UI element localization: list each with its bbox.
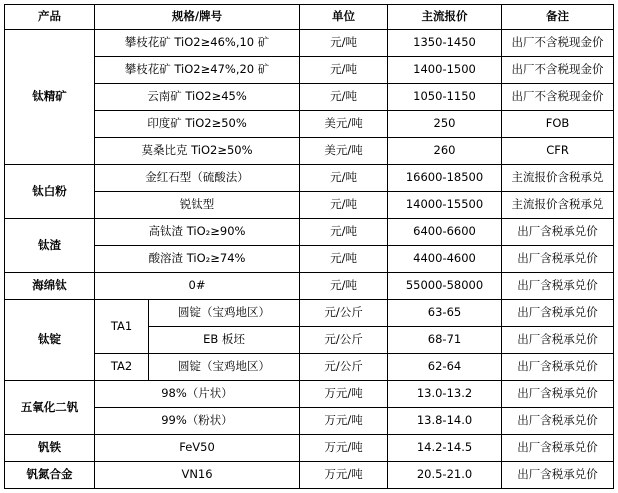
spec-cell: 莫桑比克 TiO2≥50% [95,138,300,165]
table-row [5,57,614,84]
remark-cell: FOB [502,111,614,138]
product-group-cell: 钛渣 [5,219,95,273]
product-group-cell: 钒氮合金 [5,462,95,489]
spec-cell: 锐钛型 [95,192,300,219]
table-row [5,84,614,111]
table-row [5,192,614,219]
remark-cell: 出厂含税承兑价 [502,381,614,408]
remark-cell: 出厂含税承兑价 [502,408,614,435]
spec-cell: 云南矿 TiO2≥45% [95,84,300,111]
remark-cell: 出厂含税承兑价 [502,327,614,354]
price-cell: 14.2-14.5 [388,435,502,462]
price-cell: 62-64 [388,354,502,381]
spec-cell: VN16 [95,462,300,489]
unit-cell: 元/吨 [300,192,388,219]
product-group-cell: 钛锭 [5,300,95,381]
spec-cell: 酸溶渣 TiO₂≥74% [95,246,300,273]
product-group-cell: 五氧化二钒 [5,381,95,435]
spec-cell: 98%（片状） [95,381,300,408]
remark-cell: 出厂含税承兑价 [502,462,614,489]
remark-cell: 出厂不含税现金价 [502,30,614,57]
grade-cell: TA2 [95,354,149,381]
spec-cell: 0# [95,273,300,300]
product-group-cell: 钛白粉 [5,165,95,219]
price-cell: 68-71 [388,327,502,354]
unit-cell: 元/公斤 [300,354,388,381]
table-row [5,219,614,246]
price-cell: 13.8-14.0 [388,408,502,435]
remark-cell: 出厂含税承兑价 [502,300,614,327]
remark-cell: 出厂不含税现金价 [502,84,614,111]
table-header-row [5,5,614,30]
table-row [5,138,614,165]
price-cell: 1050-1150 [388,84,502,111]
price-cell: 4400-4600 [388,246,502,273]
remark-cell: 出厂含税承兑价 [502,246,614,273]
spec-cell: 圆锭（宝鸡地区） [149,354,300,381]
unit-cell: 元/吨 [300,246,388,273]
header-remark: 备注 [502,5,614,30]
table-row [5,462,614,489]
remark-cell: 出厂含税承兑价 [502,219,614,246]
remark-cell: CFR [502,138,614,165]
table-row [5,435,614,462]
spec-cell: EB 板坯 [149,327,300,354]
table-row [5,30,614,57]
spec-cell: 高钛渣 TiO₂≥90% [95,219,300,246]
unit-cell: 万元/吨 [300,381,388,408]
table-row [5,165,614,192]
unit-cell: 元/吨 [300,165,388,192]
table-body [5,5,614,489]
product-group-cell: 钛精矿 [5,30,95,165]
price-table [4,4,614,489]
spec-cell: 99%（粉状） [95,408,300,435]
spec-cell: 攀枝花矿 TiO2≥47%,20 矿 [95,57,300,84]
product-group-cell: 海绵钛 [5,273,95,300]
remark-cell: 出厂含税承兑价 [502,273,614,300]
table-row [5,273,614,300]
table-row [5,300,614,327]
unit-cell: 万元/吨 [300,435,388,462]
remark-cell: 出厂不含税现金价 [502,57,614,84]
table-row [5,408,614,435]
unit-cell: 元/吨 [300,84,388,111]
header-unit: 单位 [300,5,388,30]
price-cell: 14000-15500 [388,192,502,219]
unit-cell: 元/吨 [300,30,388,57]
unit-cell: 元/公斤 [300,327,388,354]
unit-cell: 美元/吨 [300,111,388,138]
header-spec: 规格/牌号 [95,5,300,30]
remark-cell: 主流报价含税承兑 [502,165,614,192]
price-cell: 6400-6600 [388,219,502,246]
unit-cell: 美元/吨 [300,138,388,165]
spec-cell: 攀枝花矿 TiO2≥46%,10 矿 [95,30,300,57]
price-cell: 20.5-21.0 [388,462,502,489]
unit-cell: 元/吨 [300,219,388,246]
price-cell: 16600-18500 [388,165,502,192]
price-cell: 13.0-13.2 [388,381,502,408]
spec-cell: FeV50 [95,435,300,462]
price-cell: 55000-58000 [388,273,502,300]
unit-cell: 万元/吨 [300,408,388,435]
table-row [5,246,614,273]
price-cell: 63-65 [388,300,502,327]
header-price: 主流报价 [388,5,502,30]
header-product: 产品 [5,5,95,30]
spec-cell: 印度矿 TiO2≥50% [95,111,300,138]
table-row [5,381,614,408]
spec-cell: 金红石型（硫酸法） [95,165,300,192]
remark-cell: 出厂含税承兑价 [502,435,614,462]
spec-cell: 圆锭（宝鸡地区） [149,300,300,327]
table-row [5,354,614,381]
unit-cell: 万元/吨 [300,462,388,489]
unit-cell: 元/吨 [300,57,388,84]
product-group-cell: 钒铁 [5,435,95,462]
grade-cell: TA1 [95,300,149,354]
price-cell: 1350-1450 [388,30,502,57]
remark-cell: 主流报价含税承兑 [502,192,614,219]
price-cell: 250 [388,111,502,138]
table-row [5,111,614,138]
unit-cell: 元/吨 [300,273,388,300]
price-cell: 260 [388,138,502,165]
unit-cell: 元/公斤 [300,300,388,327]
remark-cell: 出厂含税承兑价 [502,354,614,381]
price-cell: 1400-1500 [388,57,502,84]
